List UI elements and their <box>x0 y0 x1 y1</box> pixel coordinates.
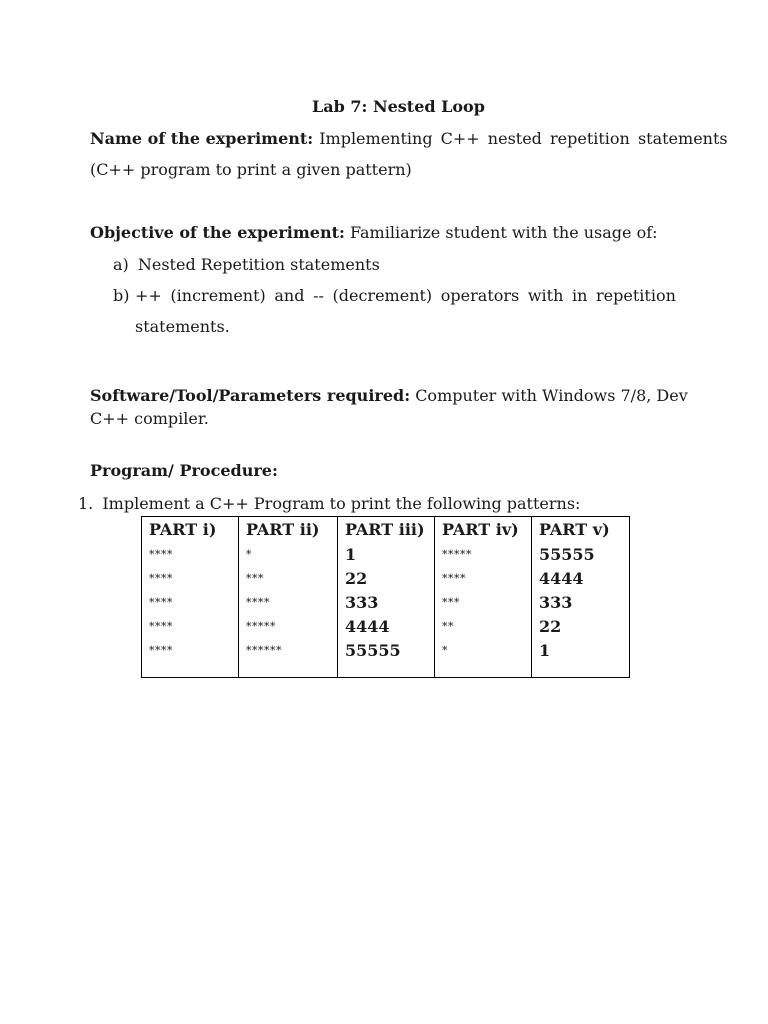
objective-label: Objective of the experiment: <box>90 223 345 242</box>
pattern-line: ***** <box>246 620 276 633</box>
objective-item-a <box>113 255 380 275</box>
pattern-line: 333 <box>345 593 379 612</box>
objective-item-b-text <box>135 286 676 306</box>
software-line <box>90 386 688 406</box>
software-text: Computer with Windows 7/8, Dev <box>415 386 688 405</box>
pattern-line: 22 <box>539 617 562 636</box>
table-header-cell: PART iv) <box>435 517 532 544</box>
pattern-line: **** <box>149 644 173 657</box>
pattern-column-part-i <box>142 543 239 678</box>
pattern-line: **** <box>149 572 173 585</box>
table-header-cell: PART i) <box>142 517 239 544</box>
procedure-step-number: 1. <box>78 494 94 513</box>
pattern-line: ***** <box>442 548 472 561</box>
name-of-experiment-line <box>90 129 728 149</box>
pattern-line: **** <box>149 620 173 633</box>
pattern-line: 333 <box>539 593 573 612</box>
word: (decrement) <box>332 286 433 305</box>
pattern-line: 1 <box>539 641 551 660</box>
table-header-cell: PART ii) <box>239 517 338 544</box>
pattern-line: ****** <box>246 644 282 657</box>
pattern-table <box>141 516 630 678</box>
pattern-line: 55555 <box>345 641 401 660</box>
pattern-line: 55555 <box>539 545 595 564</box>
pattern-line: * <box>442 644 448 657</box>
pattern-column-part-v <box>532 543 630 678</box>
pattern-line: 4444 <box>539 569 584 588</box>
pattern-line: **** <box>149 548 173 561</box>
word: operators <box>440 286 520 305</box>
pattern-line: 1 <box>345 545 357 564</box>
word: -- <box>313 286 324 305</box>
pattern-line: *** <box>442 596 460 609</box>
word: in <box>572 286 588 305</box>
pattern-table-body <box>142 543 630 678</box>
pattern-line: **** <box>149 596 173 609</box>
software-continuation: C++ compiler. <box>90 409 209 428</box>
objective-item-marker: a) <box>113 255 129 274</box>
pattern-column-part-iv <box>435 543 532 678</box>
name-of-experiment-label: Name of the experiment: <box>90 129 314 148</box>
objective-text: Familiarize student with the usage of: <box>349 223 658 242</box>
software-label: Software/Tool/Parameters required: <box>90 386 411 405</box>
objective-item-b-marker: b) <box>113 286 130 305</box>
word: (increment) <box>170 286 266 305</box>
pattern-line: *** <box>246 572 264 585</box>
name-of-experiment-continuation: (C++ program to print a given pattern) <box>90 160 412 179</box>
word: and <box>274 286 305 305</box>
pattern-line: **** <box>442 572 466 585</box>
procedure-step <box>78 494 580 514</box>
pattern-line: * <box>246 548 252 561</box>
objective-line <box>90 223 658 243</box>
word: with <box>527 286 564 305</box>
procedure-heading: Program/ Procedure: <box>90 461 278 480</box>
word: ++ <box>135 286 162 305</box>
pattern-table-header <box>142 517 630 544</box>
pattern-line: **** <box>246 596 270 609</box>
page-title: Lab 7: Nested Loop <box>312 97 485 116</box>
pattern-line: 22 <box>345 569 368 588</box>
table-header-cell: PART v) <box>532 517 630 544</box>
objective-item-text: Nested Repetition statements <box>137 255 380 274</box>
objective-item-b-continuation: statements. <box>135 317 230 336</box>
pattern-line: ** <box>442 620 454 633</box>
name-of-experiment-text: Implementing C++ nested repetition statements <box>319 129 728 148</box>
word: repetition <box>596 286 676 305</box>
table-header-cell: PART iii) <box>338 517 435 544</box>
pattern-column-part-iii <box>338 543 435 678</box>
procedure-step-text: Implement a C++ Program to print the following patterns: <box>102 494 581 513</box>
pattern-column-part-ii <box>239 543 338 678</box>
pattern-line: 4444 <box>345 617 390 636</box>
